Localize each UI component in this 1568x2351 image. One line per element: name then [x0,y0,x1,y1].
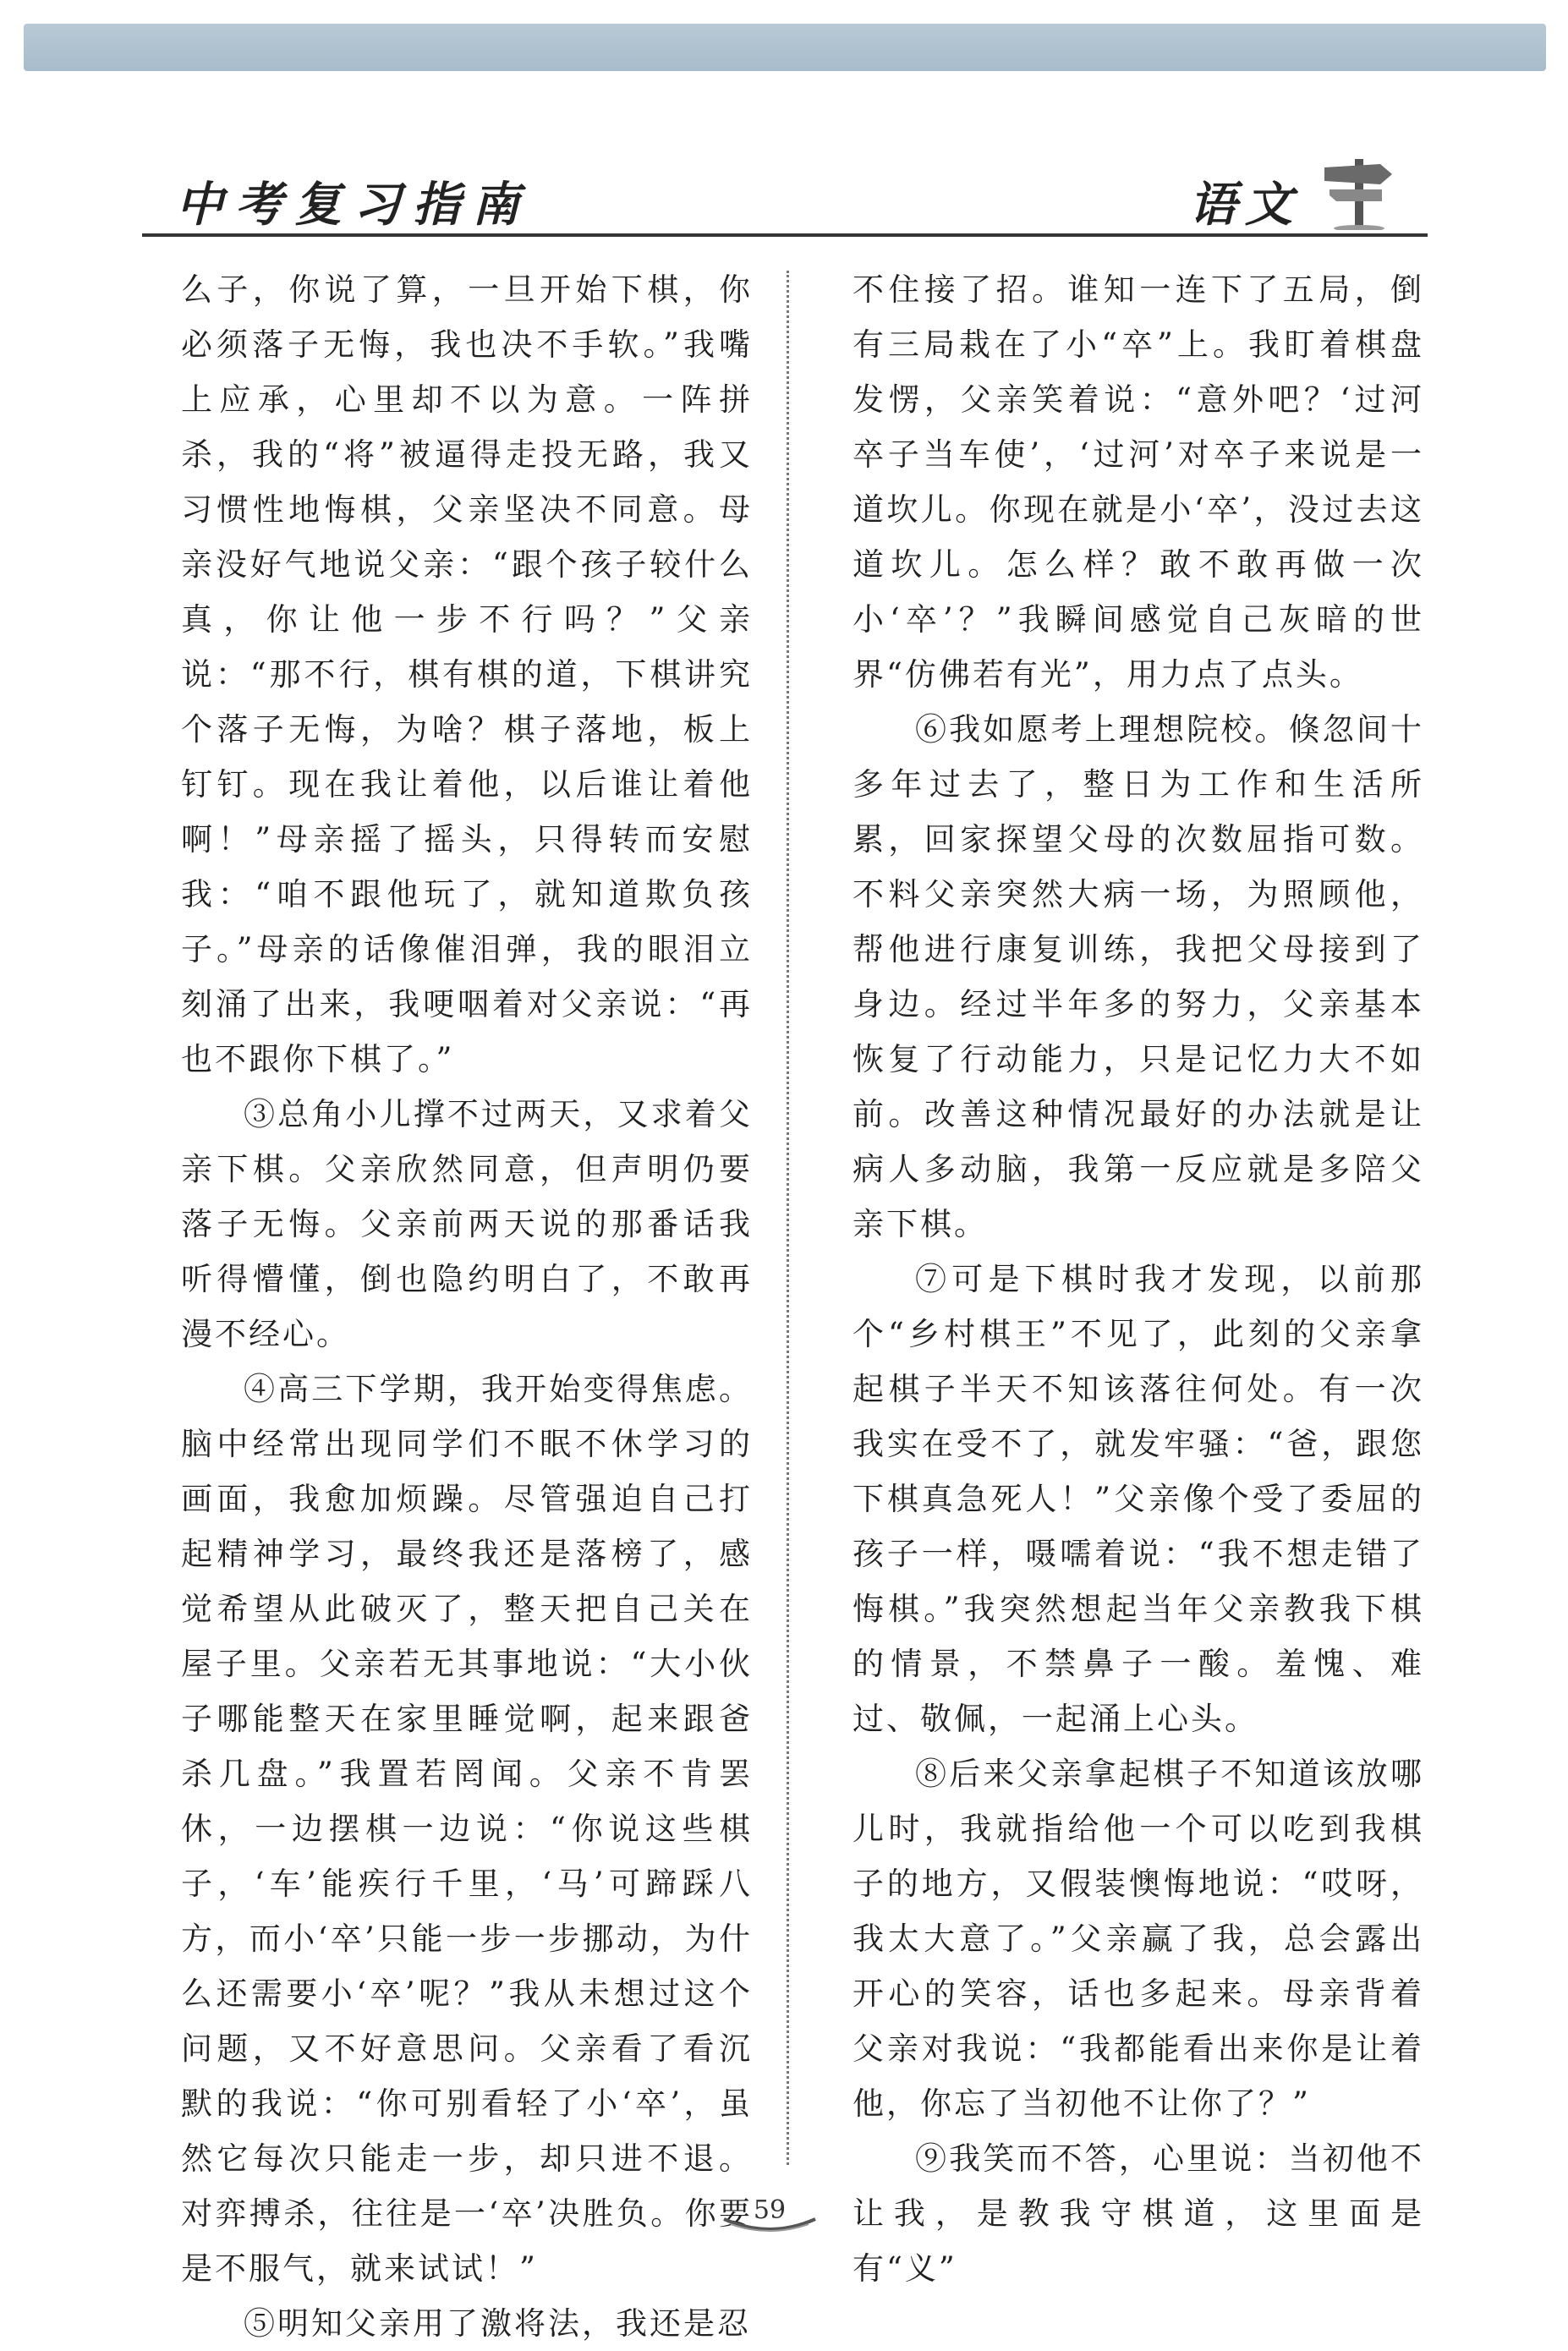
paragraph: ⑧后来父亲拿起棋子不知道该放哪儿时，我就指给他一个可以吃到我棋子的地方，又假装懊悔地说：“哎呀，我太大意了。”父亲赢了我，总会露出开心的笑容，话也多起来。母亲背着父亲对我说：“我都能看出来你是让着他，你忘了当初他不让你了？” [853,1756,1424,2122]
paragraph: ⑦可是下棋时我才发现，以前那个“乡村棋王”不见了，此刻的父亲拿起棋子半天不知该落往何处。有一次我实在受不了，就发牢骚：“爸，跟您下棋真急死人！”父亲像个受了委屈的孩子一样，嗫嚅着说：“我不想走错了悔棋。”我突然想起当年父亲教我下棋的情景，不禁鼻子一酸。羞愧、难过、敬佩，一起涌上心头。 [853,1261,1424,1737]
top-color-band [24,24,1546,71]
paragraph: ⑤明知父亲用了激将法，我还是忍 [244,2305,751,2342]
column-divider [787,271,789,2165]
paragraph: ④高三下学期，我开始变得焦虑。脑中经常出现同学们不眠不休学习的画面，我愈加烦躁。尽管强迫自己打起精神学习，最终我还是落榜了，感觉希望从此破灭了，整天把自己关在屋子里。父亲若无其事地说：“大小伙子哪能整天在家里睡觉啊，起来跟爸杀几盘。”我置若罔闻。父亲不肯罢休，一边摆棋一边说：“你说这些棋子，‘车’能疾行千里，‘马’可蹄踩八方，而小‘卒’只能一步一步挪动，为什么还需要小‘卒’呢？”我从未想过这个问题，又不好意思问。父亲看了看沉默的我说：“你可别看轻了小‘卒’，虽然它每次只能走一步，却只进不退。对弈搏杀，往往是一‘卒’决胜负。你要是不服气，就来试试！” [181,1371,753,2287]
subject-label: 语文 [1189,177,1301,233]
book-title: 中考复习指南 [176,177,531,233]
paragraph: ③总角小儿撑不过两天，又求着父亲下棋。父亲欣然同意，但声明仍要落子无悔。父亲前两天说的那番话我听得懵懂，倒也隐约明白了，不敢再漫不经心。 [181,1096,753,1352]
paragraph: ⑨我笑而不答，心里说：当初他不让我，是教我守棋道，这里面是有“义” [853,2140,1424,2287]
page-header [142,159,1428,244]
left-text-column [181,262,753,2351]
paragraph: 不住接了招。谁知一连下了五局，倒有三局栽在了小“卒”上。我盯着棋盘发愣，父亲笑着说：“意外吧？‘过河卒子当车使’，‘过河’对卒子来说是一道坎儿。你现在就是小‘卒’，没过去这道坎儿。怎么样？敢不敢再做一次小‘卒’？”我瞬间感觉自己灰暗的世界“仿佛若有光”，用力点了点头。 [853,271,1424,693]
right-text-column [853,262,1424,2296]
paragraph: 么子，你说了算，一旦开始下棋，你必须落子无悔，我也决不手软。”我嘴上应承，心里却不以为意。一阵拼杀，我的“将”被逼得走投无路，我又习惯性地悔棋，父亲坚决不同意。母亲没好气地说父亲：“跟个孩子较什么真，你让他一步不行吗？”父亲说：“那不行，棋有棋的道，下棋讲究个落子无悔，为啥？棋子落地，板上钉钉。现在我让着他，以后谁让着他啊！”母亲摇了摇头，只得转而安慰我：“咱不跟他玩了，就知道欺负孩子。”母亲的话像催泪弹，我的眼泪立刻涌了出来，我哽咽着对父亲说：“再也不跟你下棋了。” [181,271,753,1077]
signpost-icon [1321,152,1397,230]
page-number: 59 [753,2195,787,2225]
header-rule [142,233,1428,237]
paragraph: ⑥我如愿考上理想院校。倏忽间十多年过去了，整日为工作和生活所累，回家探望父母的次数屈指可数。不料父亲突然大病一场，为照顾他，帮他进行康复训练，我把父母接到了身边。经过半年多的努力，父亲基本恢复了行动能力，只是记忆力大不如前。改善这种情况最好的办法就是让病人多动脑，我第一反应就是多陪父亲下棋。 [853,711,1424,1242]
